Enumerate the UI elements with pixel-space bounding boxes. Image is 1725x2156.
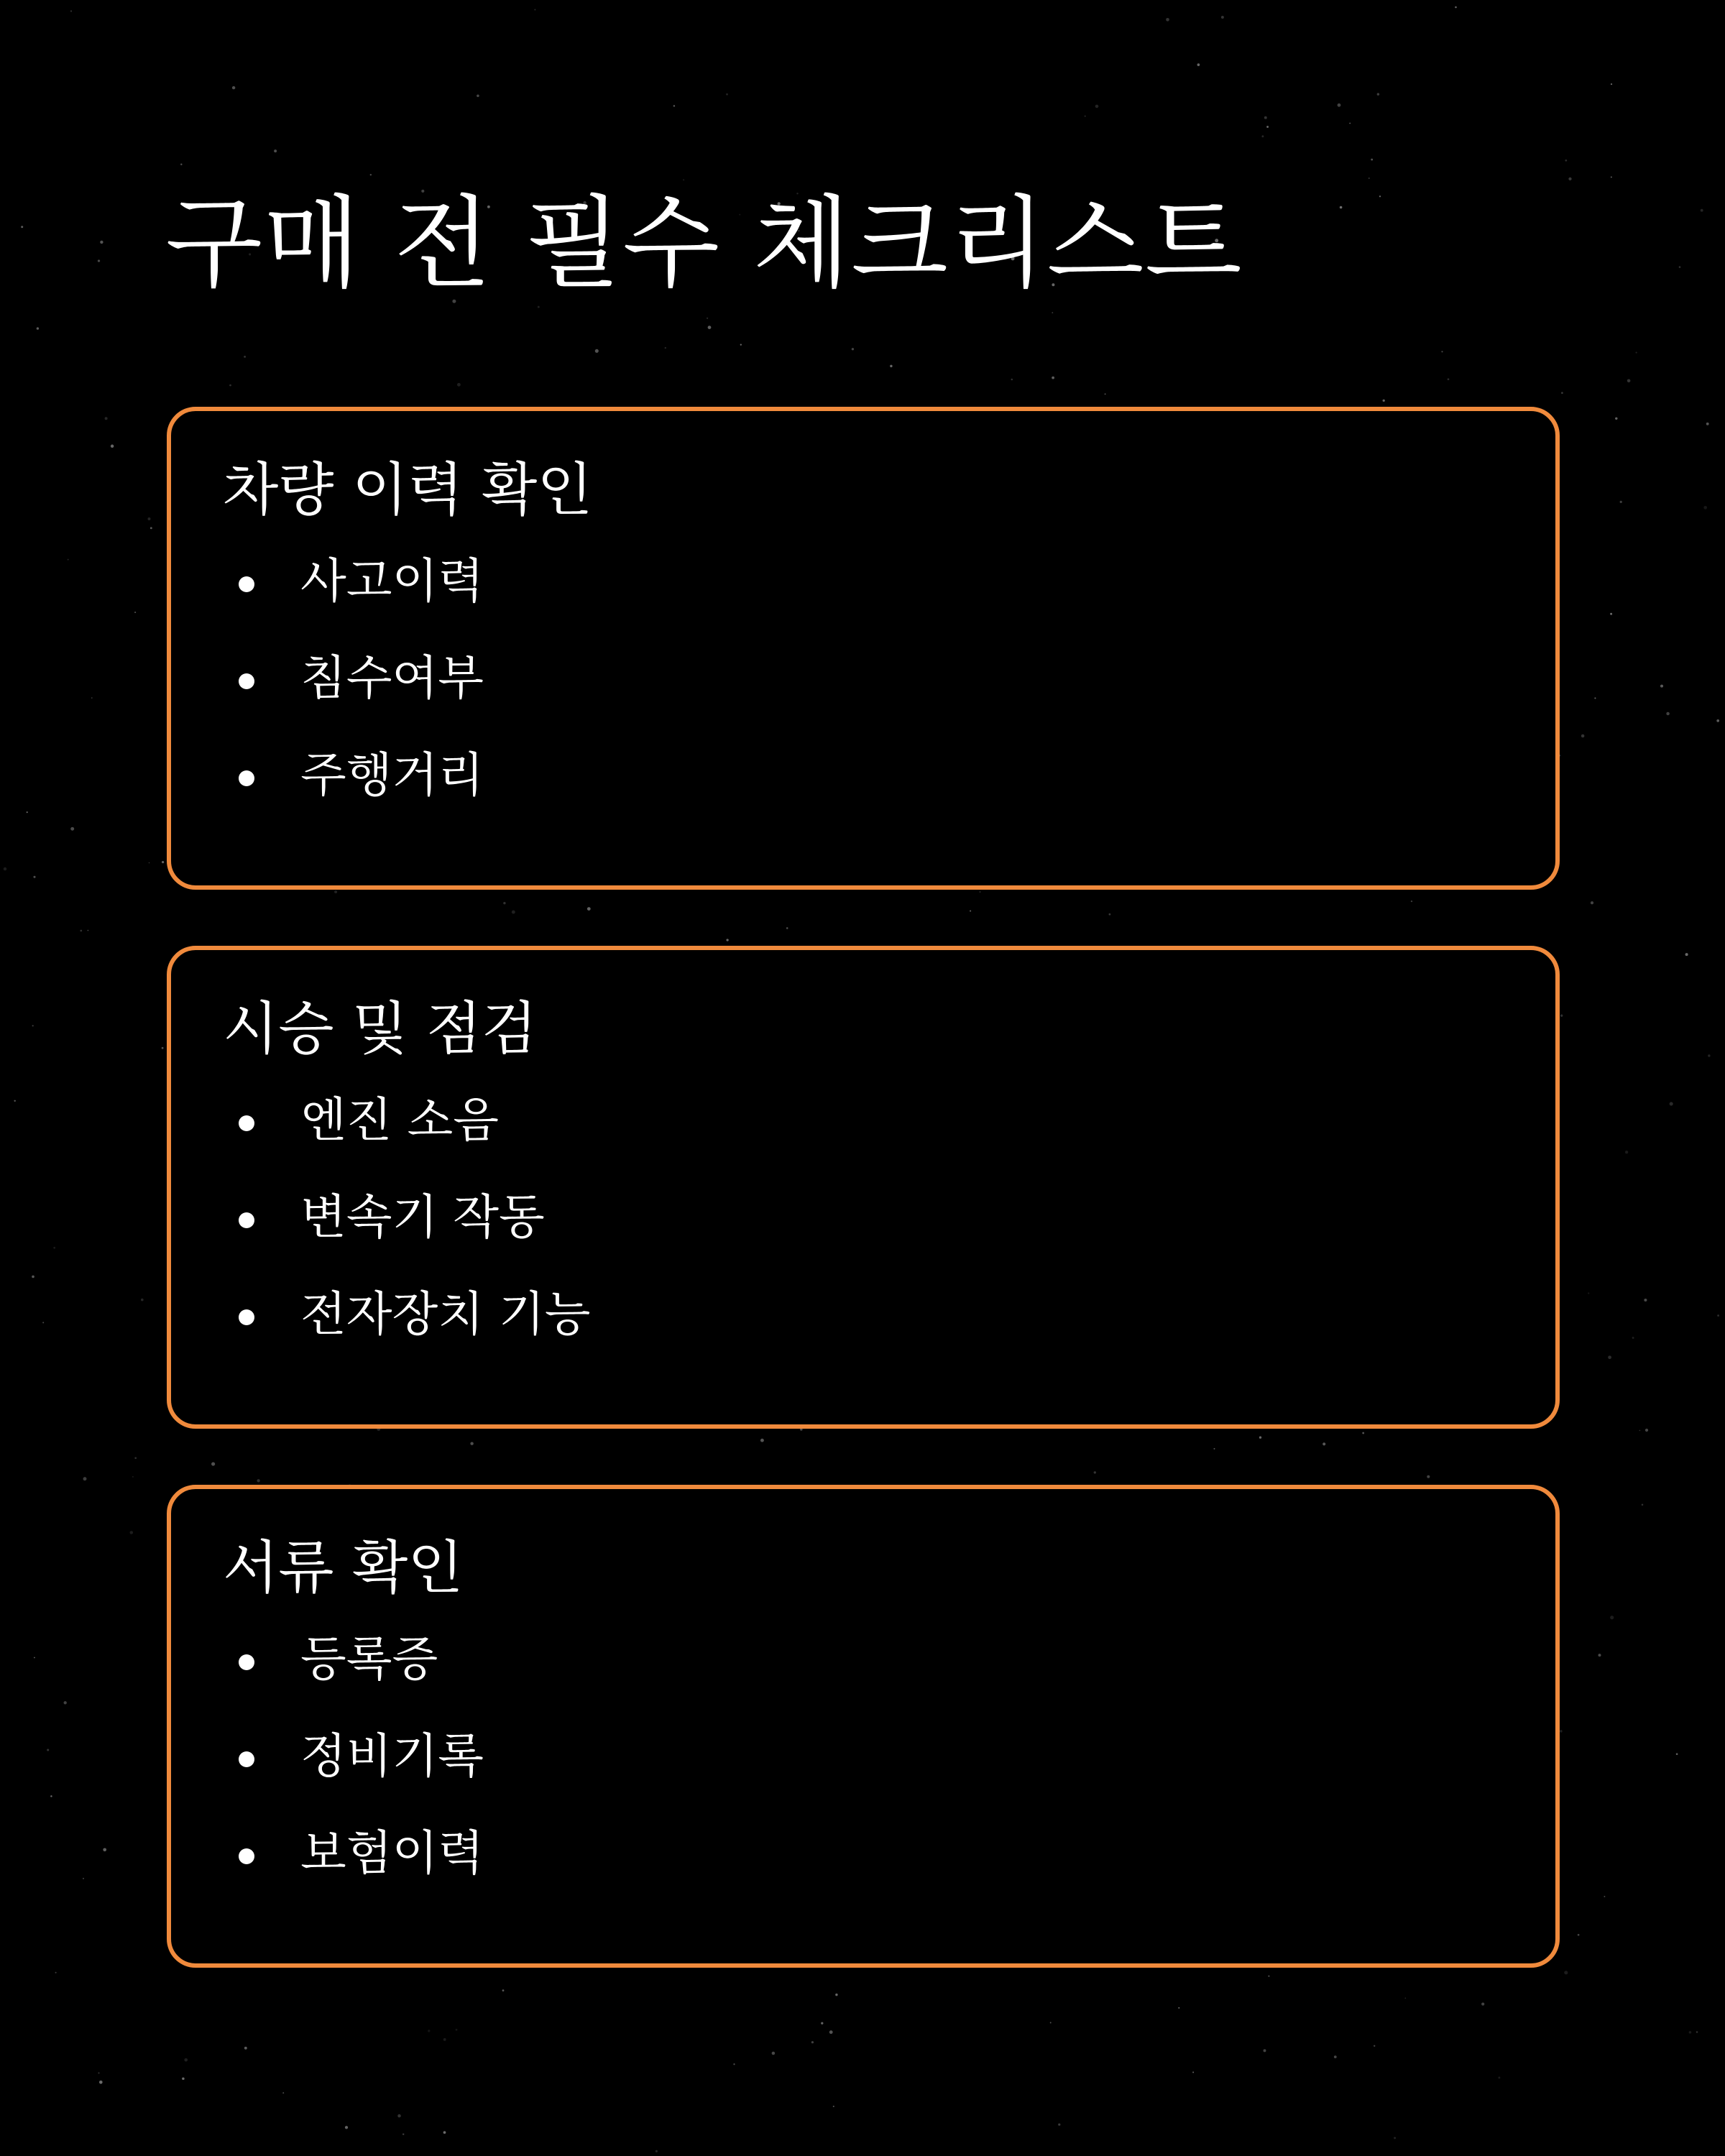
star-speck	[180, 163, 182, 165]
star-speck	[70, 10, 72, 11]
star-speck	[1708, 1054, 1710, 1056]
star-speck	[1604, 1896, 1605, 1897]
star-speck	[50, 1795, 52, 1797]
star-speck	[1598, 1654, 1601, 1657]
star-speck	[211, 1462, 215, 1466]
star-speck	[708, 326, 712, 329]
star-speck	[1611, 83, 1612, 85]
star-speck	[1095, 105, 1099, 109]
star-speck	[32, 1276, 34, 1279]
star-speck	[1581, 734, 1585, 738]
star-speck	[1109, 913, 1111, 916]
star-speck	[111, 445, 114, 448]
star-speck	[1685, 953, 1688, 956]
star-speck	[502, 1989, 505, 1991]
star-speck	[1666, 712, 1670, 716]
star-speck	[726, 939, 728, 941]
star-speck	[979, 891, 980, 893]
star-speck	[1094, 1471, 1096, 1473]
star-speck	[1394, 2137, 1396, 2139]
star-speck	[852, 348, 854, 350]
star-speck	[47, 1749, 49, 1751]
checklist-card-test-drive	[167, 946, 1560, 1429]
star-speck	[1334, 2055, 1337, 2058]
star-speck	[182, 2078, 185, 2081]
checklist-card-vehicle-history	[167, 407, 1560, 890]
star-speck	[141, 1299, 144, 1302]
star-speck	[534, 9, 535, 10]
checklist-item-label: 보험이력	[300, 1825, 484, 1881]
star-speck	[244, 2047, 247, 2050]
star-speck	[1221, 16, 1224, 19]
star-speck	[134, 612, 136, 613]
bullet-icon	[239, 576, 254, 592]
star-speck	[1448, 378, 1450, 380]
card-title: 차량 이력 확인	[223, 456, 593, 523]
star-speck	[1717, 1314, 1719, 1317]
star-speck	[98, 259, 100, 262]
star-speck	[665, 347, 666, 349]
star-speck	[477, 95, 479, 98]
star-speck	[733, 2063, 735, 2065]
star-speck	[68, 559, 69, 561]
star-speck	[970, 911, 971, 912]
star-speck	[1362, 1432, 1364, 1434]
star-speck	[1716, 719, 1719, 722]
checklist-item-label: 주행거리	[300, 747, 484, 803]
bullet-icon	[239, 1309, 254, 1325]
star-speck	[1178, 2007, 1179, 2009]
star-speck	[1660, 685, 1663, 688]
checklist-item-label: 전자장치 기능	[300, 1286, 591, 1342]
star-speck	[673, 105, 676, 107]
star-speck	[829, 2030, 833, 2034]
star-speck	[740, 344, 742, 345]
star-speck	[4, 867, 6, 870]
star-speck	[1560, 1730, 1563, 1733]
star-speck	[1264, 116, 1267, 119]
star-speck	[99, 2081, 103, 2084]
checklist-item-label: 엔진 소음	[300, 1092, 500, 1148]
star-speck	[1455, 6, 1457, 9]
star-speck	[150, 527, 152, 529]
star-speck	[148, 517, 151, 520]
bullet-icon	[239, 1115, 254, 1131]
star-speck	[1374, 2045, 1375, 2047]
star-speck	[1011, 379, 1013, 381]
star-speck	[282, 2092, 284, 2093]
star-speck	[587, 907, 591, 911]
star-speck	[1644, 1299, 1647, 1302]
star-speck	[32, 1025, 34, 1026]
star-speck	[397, 2114, 401, 2118]
star-speck	[1578, 1934, 1580, 1936]
bullet-icon	[239, 1654, 254, 1670]
star-speck	[37, 327, 39, 329]
star-speck	[457, 383, 461, 387]
page-title: 구매 전 필수 체크리스트	[165, 185, 1243, 303]
star-speck	[456, 2029, 458, 2031]
star-speck	[1594, 697, 1596, 699]
card-title: 서류 확인	[223, 1534, 464, 1601]
star-speck	[14, 1100, 15, 1102]
checklist-item-label: 등록증	[300, 1631, 438, 1687]
star-speck	[345, 2126, 348, 2129]
star-speck	[1371, 159, 1373, 161]
star-speck	[1261, 135, 1264, 137]
star-speck	[1611, 176, 1612, 178]
star-speck	[1706, 423, 1709, 425]
star-speck	[134, 1457, 137, 1459]
star-speck	[229, 384, 231, 387]
checklist-item-label: 정비기록	[300, 1728, 484, 1784]
star-speck	[1608, 1355, 1611, 1359]
star-speck	[1379, 195, 1381, 197]
star-speck	[21, 226, 23, 228]
star-speck	[1561, 392, 1563, 394]
checklist-item-label: 변속기 작동	[300, 1189, 545, 1245]
star-speck	[1166, 18, 1169, 22]
star-speck	[232, 86, 235, 89]
star-speck	[244, 356, 246, 358]
star-speck	[33, 876, 35, 878]
star-speck	[470, 1442, 473, 1445]
star-speck	[162, 1047, 164, 1049]
star-speck	[83, 1878, 84, 1879]
star-speck	[1588, 1292, 1589, 1294]
star-speck	[34, 1657, 35, 1659]
star-speck	[786, 927, 788, 929]
star-speck	[1197, 63, 1200, 66]
star-speck	[184, 2058, 188, 2062]
star-speck	[80, 930, 82, 932]
star-speck	[1058, 2124, 1060, 2126]
star-speck	[1610, 613, 1612, 615]
star-speck	[1627, 379, 1631, 382]
star-speck	[1636, 352, 1637, 354]
star-speck	[890, 365, 892, 367]
star-speck	[1266, 126, 1269, 128]
star-speck	[1703, 506, 1707, 510]
star-speck	[370, 174, 372, 175]
star-speck	[760, 1439, 764, 1442]
star-speck	[503, 902, 505, 904]
card-title: 시승 및 점검	[223, 995, 538, 1062]
star-speck	[132, 1476, 134, 1478]
star-speck	[1411, 900, 1412, 902]
star-speck	[1368, 178, 1370, 179]
star-speck	[707, 318, 708, 319]
star-speck	[1340, 206, 1343, 209]
star-speck	[1322, 1442, 1325, 1445]
star-speck	[103, 1848, 106, 1851]
star-speck	[1192, 2072, 1194, 2073]
star-speck	[1085, 116, 1086, 117]
star-speck	[1615, 418, 1617, 420]
star-speck	[83, 1477, 87, 1480]
star-speck	[70, 827, 74, 831]
star-speck	[656, 2150, 658, 2152]
star-speck	[1050, 2022, 1052, 2024]
star-speck	[428, 2030, 430, 2032]
star-speck	[1105, 393, 1106, 395]
star-speck	[149, 862, 150, 864]
star-speck	[334, 890, 337, 893]
star-speck	[91, 697, 93, 699]
star-speck	[1701, 209, 1703, 212]
star-speck	[1052, 312, 1053, 313]
checklist-card-documents	[167, 1485, 1560, 1968]
star-speck	[1383, 400, 1385, 402]
star-speck	[100, 241, 103, 244]
bullet-icon	[239, 673, 254, 689]
star-speck	[1689, 2031, 1692, 2034]
star-speck	[443, 2038, 446, 2041]
checklist-item-label: 사고이력	[300, 553, 484, 609]
star-speck	[1625, 1151, 1628, 1153]
star-speck	[1568, 178, 1571, 180]
star-speck	[1338, 103, 1341, 107]
star-speck	[64, 1701, 67, 1704]
star-speck	[98, 2072, 99, 2073]
star-speck	[512, 911, 515, 914]
star-speck	[1259, 1437, 1261, 1439]
star-speck	[1610, 1616, 1614, 1619]
star-speck	[1565, 160, 1567, 162]
star-speck	[1268, 1976, 1269, 1977]
star-speck	[53, 1247, 55, 1249]
star-speck	[1642, 1503, 1644, 1506]
star-speck	[772, 2052, 776, 2055]
star-speck	[1632, 1337, 1634, 1339]
star-speck	[1213, 1448, 1215, 1450]
star-speck	[726, 93, 728, 96]
star-speck	[27, 811, 28, 813]
star-speck	[811, 2041, 814, 2043]
star-speck	[162, 861, 164, 863]
star-speck	[1620, 501, 1622, 503]
star-speck	[821, 2022, 823, 2024]
star-speck	[55, 1972, 57, 1973]
star-speck	[1349, 123, 1351, 124]
star-speck	[1564, 1971, 1568, 1974]
star-speck	[443, 2131, 446, 2134]
star-speck	[1498, 2077, 1500, 2079]
star-speck	[1441, 351, 1443, 352]
star-speck	[1591, 901, 1593, 904]
star-speck	[88, 930, 89, 931]
star-speck	[1427, 1475, 1430, 1478]
star-speck	[835, 1994, 837, 1996]
checklist-item-label: 침수여부	[300, 650, 484, 706]
star-speck	[833, 2106, 834, 2107]
star-speck	[1645, 1429, 1648, 1432]
star-speck	[1052, 377, 1054, 379]
star-speck	[257, 1479, 259, 1482]
star-speck	[1377, 93, 1380, 96]
star-speck	[595, 349, 599, 353]
bullet-icon	[239, 1751, 254, 1767]
star-speck	[130, 1531, 134, 1534]
star-speck	[402, 2133, 404, 2134]
bullet-icon	[239, 1212, 254, 1228]
bullet-icon	[239, 770, 254, 786]
star-speck	[274, 149, 277, 152]
star-speck	[1670, 1102, 1673, 1105]
star-speck	[1639, 1430, 1641, 1432]
star-speck	[1696, 2031, 1698, 2033]
star-speck	[1404, 1997, 1406, 1999]
star-speck	[105, 417, 108, 420]
star-speck	[1676, 1753, 1678, 1755]
bullet-icon	[239, 1848, 254, 1864]
star-speck	[1679, 266, 1681, 268]
star-speck	[1481, 2003, 1484, 2006]
star-speck	[1264, 2049, 1266, 2052]
star-speck	[1560, 1015, 1563, 1017]
star-speck	[42, 1322, 44, 1323]
